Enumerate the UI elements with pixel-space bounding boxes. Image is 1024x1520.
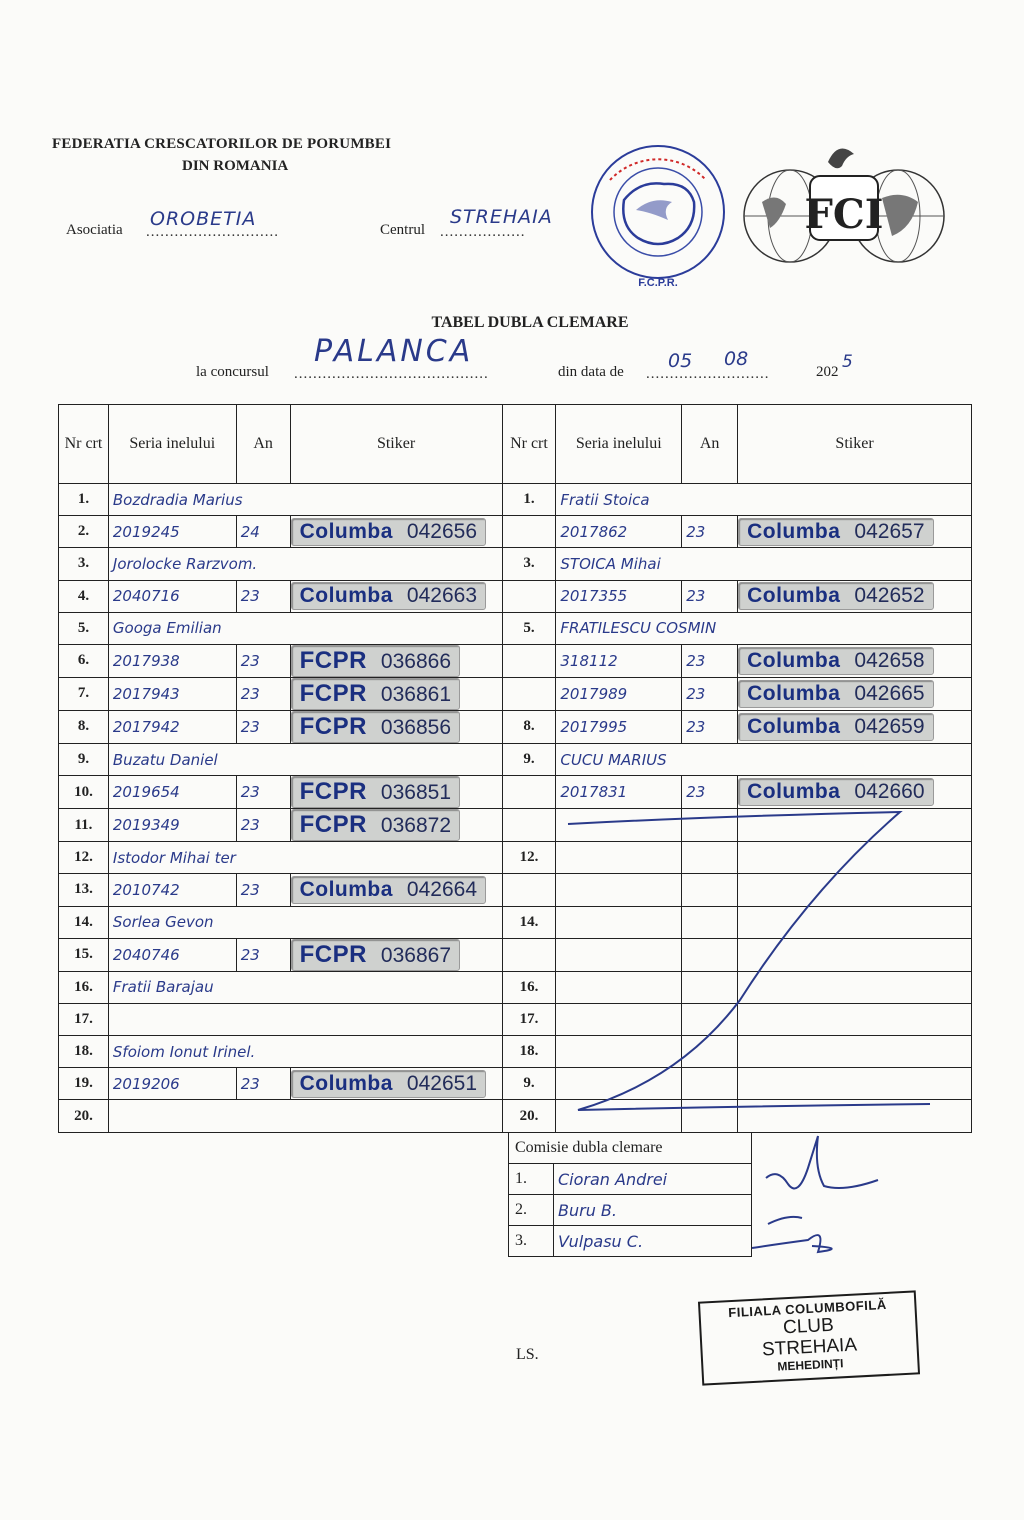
club-stamp xyxy=(698,1290,920,1385)
left-sticker-cell xyxy=(290,677,502,710)
right-row-nr xyxy=(502,776,556,809)
left-row-nr: 20. xyxy=(59,1100,109,1132)
right-seria: 2017831 xyxy=(556,776,682,809)
left-row-nr: 3. xyxy=(59,548,109,580)
left-seria: 2019349 xyxy=(108,809,236,842)
table-row xyxy=(59,548,972,580)
right-sticker-cell xyxy=(738,516,972,548)
right-an: 23 xyxy=(682,710,738,743)
left-row-nr: 13. xyxy=(59,874,109,906)
sticker-label xyxy=(291,711,460,743)
left-row-nr: 10. xyxy=(59,776,109,809)
table-row xyxy=(59,516,972,548)
right-an: 23 xyxy=(682,677,738,710)
left-seria: 2019654 xyxy=(108,776,236,809)
cross-out-mark xyxy=(560,800,980,1130)
sticker-number: 042657 xyxy=(854,519,925,543)
centrul-dots: .................. xyxy=(440,224,526,240)
sticker-label xyxy=(291,939,460,971)
commission-title: Comisie dubla clemare xyxy=(509,1133,752,1164)
table-row xyxy=(59,612,972,644)
left-seria: 2017943 xyxy=(108,677,236,710)
right-an: 23 xyxy=(682,516,738,548)
ls-mark: LS. xyxy=(516,1346,539,1363)
federation-country: DIN ROMANIA xyxy=(182,158,289,174)
date-month: 08 xyxy=(724,348,749,370)
right-an: 23 xyxy=(682,580,738,612)
left-row-nr: 9. xyxy=(59,743,109,775)
left-an: 23 xyxy=(236,776,290,809)
date-year-handwritten: 5 xyxy=(842,352,853,372)
right-row-nr xyxy=(502,938,556,971)
sticker-label xyxy=(738,680,933,708)
commission-row xyxy=(509,1195,752,1226)
sticker-number: 042656 xyxy=(406,519,477,543)
col-seria-right: Seria inelului xyxy=(556,405,682,484)
commission-member: Cioran Andrei xyxy=(554,1164,752,1195)
left-sticker-cell xyxy=(290,1068,502,1100)
fcpr-logo-text xyxy=(560,136,561,137)
right-row-nr: 17. xyxy=(502,1003,556,1035)
right-seria: STOICA Mihai xyxy=(556,548,972,580)
commission-row xyxy=(509,1164,752,1195)
left-row-nr: 1. xyxy=(59,484,109,516)
sticker-label xyxy=(291,809,460,841)
left-seria: 2019206 xyxy=(108,1068,236,1100)
sticker-brand: Columba xyxy=(747,519,841,543)
right-row-nr: 16. xyxy=(502,971,556,1003)
sticker-brand: Columba xyxy=(299,584,393,608)
table-row xyxy=(59,580,972,612)
left-seria: 2019245 xyxy=(108,516,236,548)
left-an: 23 xyxy=(236,677,290,710)
fcpr-logo xyxy=(580,140,736,292)
left-an: 23 xyxy=(236,809,290,842)
sticker-number: 036867 xyxy=(380,943,451,967)
sticker-number: 036866 xyxy=(380,649,451,673)
left-seria: Jorolocke Rarzvom. xyxy=(108,548,502,580)
sticker-number: 042660 xyxy=(854,780,925,804)
sticker-label xyxy=(291,876,486,904)
left-sticker-cell xyxy=(290,516,502,548)
sticker-label xyxy=(291,582,486,610)
right-row-nr xyxy=(502,580,556,612)
left-row-nr: 7. xyxy=(59,677,109,710)
left-row-nr: 16. xyxy=(59,971,109,1003)
date-year-printed: 202 xyxy=(816,364,839,380)
sticker-number: 036861 xyxy=(380,682,451,706)
right-row-nr: 3. xyxy=(502,548,556,580)
page-title: TABEL DUBLA CLEMARE xyxy=(431,314,629,331)
table-row xyxy=(59,743,972,775)
sticker-brand: FCPR xyxy=(299,646,367,674)
right-seria: CUCU MARIUS xyxy=(556,743,972,775)
table-row xyxy=(59,644,972,677)
sticker-number: 042652 xyxy=(854,584,925,608)
left-row-nr: 12. xyxy=(59,842,109,874)
sticker-brand: FCPR xyxy=(299,811,367,839)
sticker-number: 042664 xyxy=(406,877,477,901)
asociatia-value: OROBETIA xyxy=(150,208,257,230)
commission-member: Buru B. xyxy=(554,1195,752,1226)
right-row-nr: 18. xyxy=(502,1036,556,1068)
sticker-brand: FCPR xyxy=(299,679,367,707)
right-seria: FRATILESCU COSMIN xyxy=(556,612,972,644)
sticker-label xyxy=(738,713,933,741)
left-seria: Fratii Barajau xyxy=(108,971,502,1003)
left-row-nr: 4. xyxy=(59,580,109,612)
sticker-label xyxy=(291,518,486,546)
sticker-brand: Columba xyxy=(747,648,841,672)
stamp-line2: CLUB xyxy=(782,1314,835,1339)
right-seria: Fratii Stoica xyxy=(556,484,972,516)
sticker-brand: Columba xyxy=(747,780,841,804)
left-row-nr: 14. xyxy=(59,906,109,938)
left-an: 23 xyxy=(236,710,290,743)
contest-label: la concursul xyxy=(196,364,269,380)
left-sticker-cell xyxy=(290,776,502,809)
right-sticker-cell xyxy=(738,710,972,743)
left-seria: 2010742 xyxy=(108,874,236,906)
commission-nr: 3. xyxy=(509,1226,554,1257)
table-row xyxy=(59,677,972,710)
left-seria: Googa Emilian xyxy=(108,612,502,644)
date-dots: .......................... xyxy=(646,366,770,382)
sticker-label xyxy=(291,776,460,808)
left-seria: Bozdradia Marius xyxy=(108,484,502,516)
left-sticker-cell xyxy=(290,809,502,842)
contest-dots: ......................................... xyxy=(294,366,489,382)
right-seria: 2017355 xyxy=(556,580,682,612)
left-an: 24 xyxy=(236,516,290,548)
sticker-number: 042651 xyxy=(406,1071,477,1095)
right-an: 23 xyxy=(682,644,738,677)
sticker-number: 042663 xyxy=(406,584,477,608)
right-sticker-cell xyxy=(738,677,972,710)
commission-row xyxy=(509,1226,752,1257)
right-row-nr xyxy=(502,677,556,710)
stamp-line3: STREHAIA xyxy=(761,1334,858,1361)
fci-logo-text: FCI xyxy=(804,191,884,238)
left-seria: Istodor Mihai ter xyxy=(108,842,502,874)
right-row-nr: 8. xyxy=(502,710,556,743)
left-an: 23 xyxy=(236,644,290,677)
left-seria: 2040746 xyxy=(108,938,236,971)
left-row-nr: 5. xyxy=(59,612,109,644)
sticker-brand: FCPR xyxy=(299,778,367,806)
left-sticker-cell xyxy=(290,580,502,612)
right-row-nr: 1. xyxy=(502,484,556,516)
right-sticker-cell xyxy=(738,644,972,677)
sticker-label xyxy=(291,678,460,710)
left-sticker-cell xyxy=(290,710,502,743)
table-row xyxy=(59,710,972,743)
left-row-nr: 15. xyxy=(59,938,109,971)
right-seria: 2017862 xyxy=(556,516,682,548)
right-row-nr xyxy=(502,809,556,842)
col-nr: Nr crt xyxy=(59,405,109,484)
sticker-label xyxy=(291,645,460,677)
left-row-nr: 6. xyxy=(59,644,109,677)
right-seria: 318112 xyxy=(556,644,682,677)
sticker-brand: Columba xyxy=(747,584,841,608)
right-row-nr: 9. xyxy=(502,743,556,775)
col-stiker-right: Stiker xyxy=(738,405,972,484)
sticker-brand: FCPR xyxy=(299,940,367,968)
right-row-nr xyxy=(502,644,556,677)
left-seria xyxy=(108,1100,502,1132)
date-day: 05 xyxy=(668,350,693,372)
table-header-row xyxy=(59,405,972,484)
right-row-nr: 14. xyxy=(502,906,556,938)
sticker-number: 036872 xyxy=(380,814,451,838)
right-row-nr: 5. xyxy=(502,612,556,644)
right-row-nr: 12. xyxy=(502,842,556,874)
centrul-label: Centrul xyxy=(380,222,425,238)
commission-nr: 1. xyxy=(509,1164,554,1195)
left-an: 23 xyxy=(236,580,290,612)
col-stiker: Stiker xyxy=(290,405,502,484)
left-an: 23 xyxy=(236,938,290,971)
right-row-nr: 9. xyxy=(502,1068,556,1100)
right-an: 23 xyxy=(682,776,738,809)
sticker-label xyxy=(738,582,933,610)
left-row-nr: 11. xyxy=(59,809,109,842)
right-seria: 2017989 xyxy=(556,677,682,710)
contest-name: PALANCA xyxy=(314,334,474,369)
sticker-brand: Columba xyxy=(299,877,393,901)
col-seria: Seria inelului xyxy=(108,405,236,484)
left-row-nr: 18. xyxy=(59,1036,109,1068)
table-row xyxy=(59,484,972,516)
right-row-nr: 20. xyxy=(502,1100,556,1132)
left-seria: Sfoiom Ionut Irinel. xyxy=(108,1036,502,1068)
left-row-nr: 19. xyxy=(59,1068,109,1100)
sticker-brand: Columba xyxy=(747,714,841,738)
sticker-number: 042665 xyxy=(854,681,925,705)
left-row-nr: 8. xyxy=(59,710,109,743)
sticker-number: 036856 xyxy=(380,715,451,739)
col-an-right: An xyxy=(682,405,738,484)
federation-name: FEDERATIA CRESCATORILOR DE PORUMBEI xyxy=(52,136,392,152)
col-an: An xyxy=(236,405,290,484)
left-row-nr: 17. xyxy=(59,1003,109,1035)
left-an: 23 xyxy=(236,874,290,906)
sticker-brand: Columba xyxy=(299,1071,393,1095)
commission-member: Vulpasu C. xyxy=(554,1226,752,1257)
asociatia-label: Asociatia xyxy=(66,222,123,238)
left-seria: 2017938 xyxy=(108,644,236,677)
right-row-nr xyxy=(502,516,556,548)
left-seria: 2017942 xyxy=(108,710,236,743)
asociatia-dots: ............................ xyxy=(146,224,279,240)
right-row-nr xyxy=(502,874,556,906)
sticker-label xyxy=(738,518,933,546)
sticker-brand: Columba xyxy=(299,519,393,543)
stamp-line1: FILIALA COLUMBOFILĂ xyxy=(727,1296,887,1321)
left-sticker-cell xyxy=(290,874,502,906)
fci-logo xyxy=(742,132,948,272)
sticker-brand: Columba xyxy=(747,681,841,705)
col-nr-right: Nr crt xyxy=(502,405,556,484)
fcpr-logo-abbrev: F.C.P.R. xyxy=(638,277,678,289)
commission-signatures xyxy=(748,1128,888,1258)
stamp-line4: MEHEDINȚI xyxy=(777,1356,844,1374)
left-sticker-cell xyxy=(290,644,502,677)
right-sticker-cell xyxy=(738,580,972,612)
date-label: din data de xyxy=(558,364,624,380)
sticker-label xyxy=(738,647,933,675)
left-an: 23 xyxy=(236,1068,290,1100)
left-row-nr: 2. xyxy=(59,516,109,548)
commission-table xyxy=(508,1132,752,1257)
sticker-number: 042658 xyxy=(854,648,925,672)
sticker-number: 042659 xyxy=(854,714,925,738)
centrul-value: STREHAIA xyxy=(450,206,553,228)
left-seria xyxy=(108,1003,502,1035)
sticker-number: 036851 xyxy=(380,781,451,805)
right-seria: 2017995 xyxy=(556,710,682,743)
left-sticker-cell xyxy=(290,938,502,971)
left-seria: Sorlea Gevon xyxy=(108,906,502,938)
sticker-label xyxy=(291,1070,486,1098)
left-seria: Buzatu Daniel xyxy=(108,743,502,775)
sticker-brand: FCPR xyxy=(299,712,367,740)
left-seria: 2040716 xyxy=(108,580,236,612)
commission-nr: 2. xyxy=(509,1195,554,1226)
